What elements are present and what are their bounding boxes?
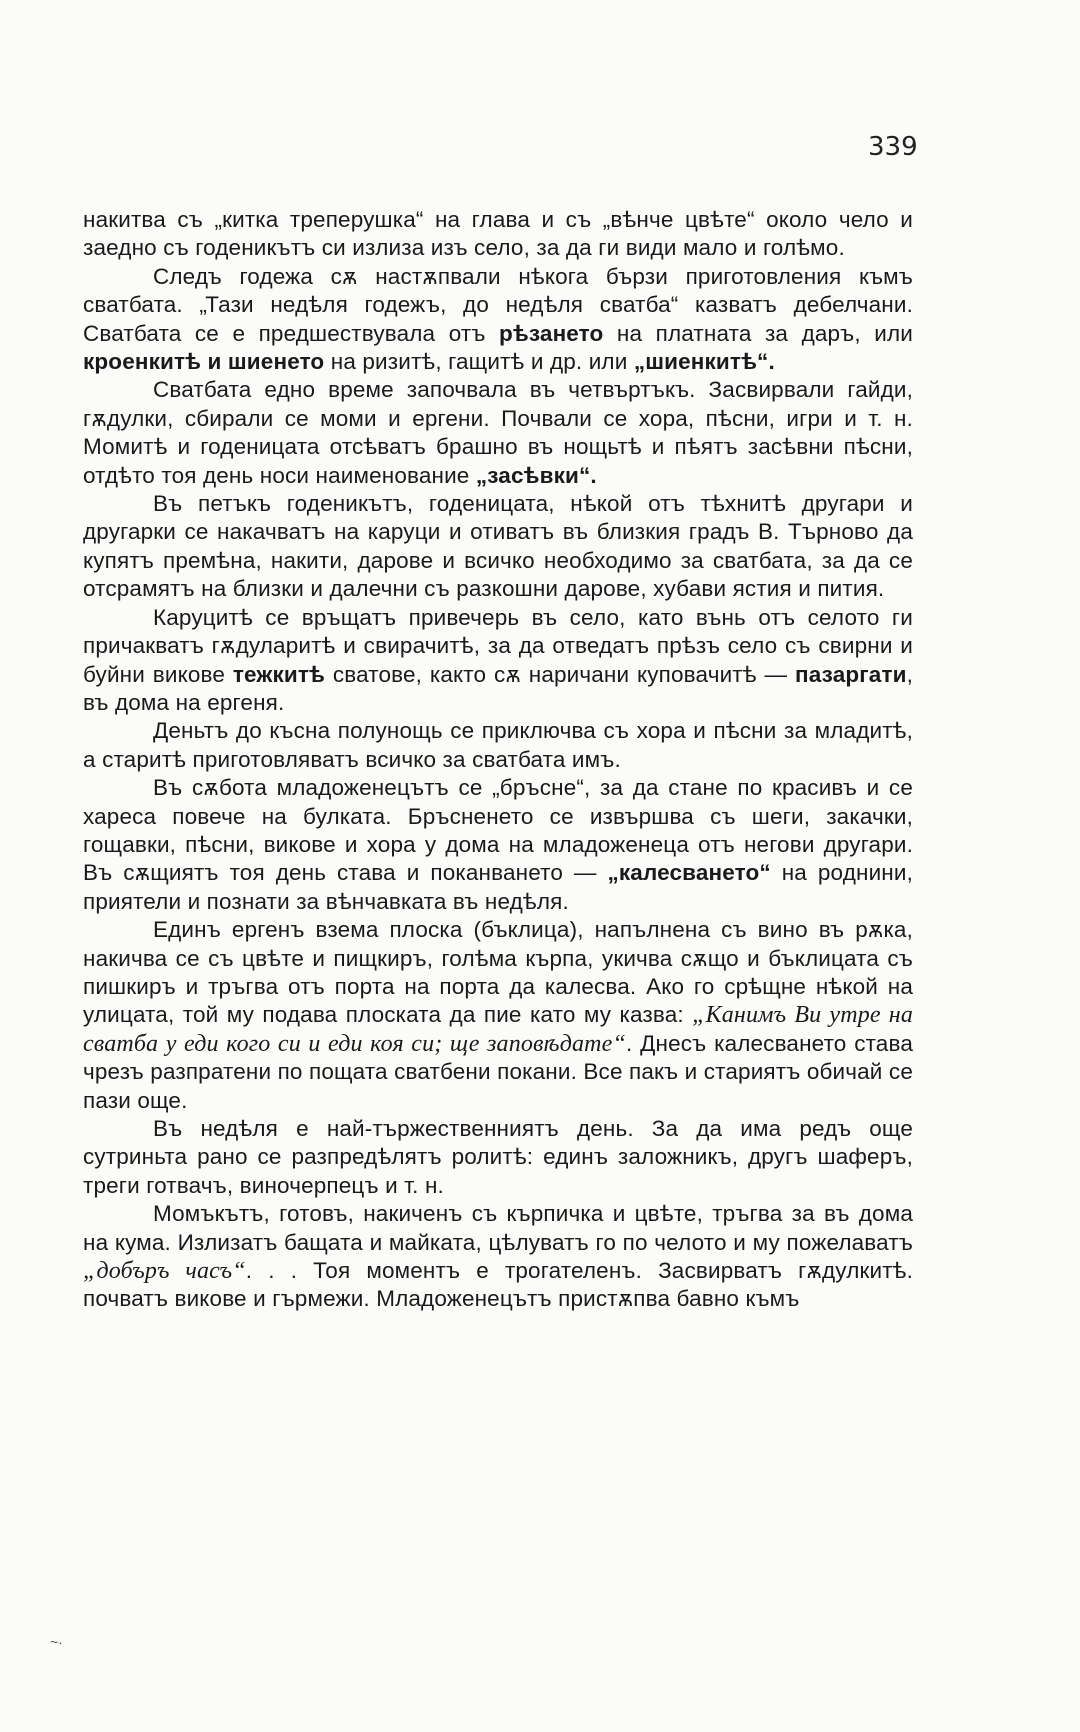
text-run: Каруцитѣ се връщатъ привечерь въ село, като вънь отъ селото ги причакватъ гѫдуларитѣ и свирачитѣ, за да отведатъ прѣзъ село съ свирни и буйни викове <box>83 604 913 687</box>
bold-term: рѣзането <box>499 320 604 346</box>
paragraph <box>83 604 913 718</box>
text-run: . . . Тоя моментъ е трогателенъ. Засвирватъ гѫдулкитѣ. почватъ викове и гърмежи. Младоженецътъ пристѫпва бавно къмъ <box>83 1258 913 1312</box>
text-run: Следъ годежа сѫ настѫпвали нѣкога бързи приготовления къмъ сватбата. „Тази недѣля годежъ, до недѣля сватба“ казватъ дебелчани. Сватбата се е предшествувала отъ <box>83 263 913 346</box>
bold-term: „засѣвки“. <box>475 462 597 488</box>
paragraph <box>83 206 913 263</box>
text-run: накитва съ „китка треперушка“ на глава и съ „вѣнче цвѣте“ около чело и заедно съ годеникътъ си излиза изъ село, за да ги види мало и голѣмо. <box>83 207 913 261</box>
bold-term: пазаргати <box>794 661 907 687</box>
text-run: Въ сѫбота младоженецътъ се „бръсне“, за да стане по красивъ и се хареса повече на булката. Бръсненето се извършва съ шеги, закачки, гощавки, пѣсни, викове и хора у дома на младоженеца отъ негови другари. Въ сѫщиятъ тоя день става и поканването — <box>83 775 913 886</box>
paragraph <box>83 1115 913 1200</box>
paragraph <box>83 263 913 377</box>
body-text <box>83 206 913 1314</box>
text-run: Сватбата едно време започвала въ четвъртъкъ. Засвирвали гайди, гѫдулки, сбирали се моми и ергени. Почвали се хора, пѣсни, игри и т. н. Момитѣ и годеницата отсѣватъ брашно въ нощьтѣ и пѣятъ засѣвни пѣсни, отдѣто тоя день носи наименование <box>83 377 913 488</box>
paragraph <box>83 774 913 916</box>
paragraph <box>83 490 913 604</box>
text-run: Момъкътъ, готовъ, накиченъ съ кърпичка и цвѣте, тръгва за въ дома на кума. Излизатъ бащата и майката, цѣлуватъ го по челото и му пожелаватъ <box>83 1201 913 1255</box>
italic-quote: „добъръ часъ“ <box>83 1258 246 1285</box>
text-run: Деньтъ до късна полунощь се приключва съ хора и пѣсни за младитѣ, а старитѣ приготовляватъ всичко за сватбата имъ. <box>83 718 913 772</box>
text-run: , въ дома на ергеня. <box>83 661 913 715</box>
text-run: на ризитѣ, гащитѣ и др. или <box>324 349 634 375</box>
text-run: на роднини, приятели и познати за вѣнчавката въ недѣля. <box>83 860 913 914</box>
text-run: Въ петъкъ годеникътъ, годеницата, нѣкой отъ тѣхнитѣ другари и другарки се накачватъ на каруци и отиватъ въ близкия градъ В. Търново да купятъ премѣна, накити, дарове и всичко необходимо за сватбата, за да се отсрамятъ на близки и далечни съ разкошни дарове, хубави ястия и пития. <box>83 491 913 602</box>
page-number: 339 <box>868 132 918 162</box>
paragraph <box>83 1200 913 1314</box>
bold-term: кроенкитѣ и шиенето <box>83 349 325 375</box>
paragraph <box>83 376 913 490</box>
bold-term: „калесването“ <box>607 860 771 886</box>
bold-term: „шиенкитѣ“. <box>633 349 775 375</box>
italic-quote: „Канимъ Ви утре на сватба у еди кого си и еди коя си; ще заповѣдате“ <box>83 1002 913 1057</box>
text-run: сватове, както сѫ наричани куповачитѣ — <box>325 661 795 687</box>
text-run: Единъ ергенъ взема плоска (бъклица), напълнена съ вино въ рѫка, накичва се съ цвѣте и пищкиръ, голѣма кърпа, укичва сѫщо и бъклицата съ пишкиръ и тръгва отъ порта на порта да калесва. Ако го срѣщне нѣкой на улицата, той му подава плоската да пие като му казва: <box>83 917 913 1028</box>
bold-term: тежкитѣ <box>232 661 326 687</box>
text-run: . Днесъ калесването става чрезъ разпратени по пощата сватбени покани. Все пакъ и стариятъ обичай се пази още. <box>83 1030 913 1113</box>
paragraph <box>83 916 913 1115</box>
text-run: на платната за даръ, или <box>603 320 913 346</box>
paragraph <box>83 717 913 774</box>
page-corner-mark: ~· <box>50 1634 63 1650</box>
text-run: Въ недѣля е най-тържественниятъ день. За да има редъ още сутриньта рано се разпредѣлятъ ролитѣ: единъ заложникъ, другъ шаферъ, треги готвачъ, виночерпецъ и т. н. <box>83 1116 913 1198</box>
